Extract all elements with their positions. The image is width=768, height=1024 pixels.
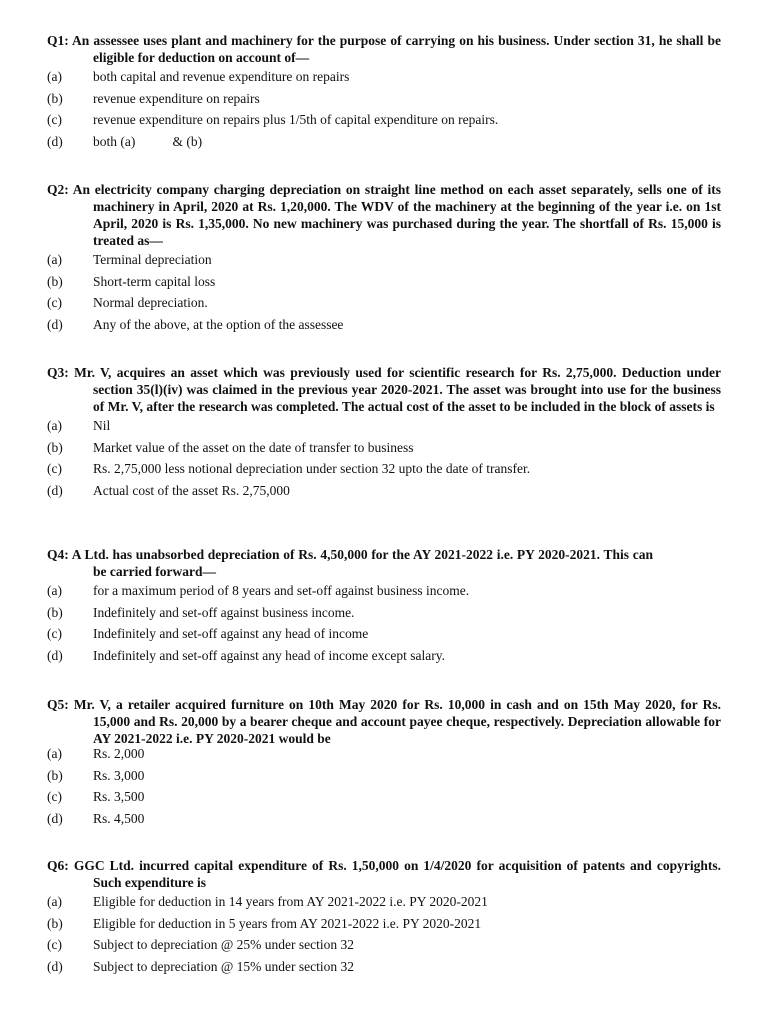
option-label: (c) [47, 295, 62, 310]
option-a [47, 66, 721, 88]
option-text: both capital and revenue expenditure on repairs [93, 69, 350, 84]
option-text: both (a) & (b) [93, 133, 203, 149]
option-text: Terminal depreciation [93, 252, 212, 267]
question-3 [47, 364, 721, 501]
option-label: (a) [47, 69, 62, 84]
option-text: Rs. 3,500 [93, 789, 145, 804]
question-stem: Q5: Mr. V, a retailer acquired furniture on 10th May 2020 for Rs. 10,000 in cash and on 15th May 2020, for Rs. 15,000 and Rs. 20,000 by a bearer cheque and account payee cheque, respectively. Depreciation allowable for AY 2021-2022 i.e. PY 2020-2021 would be [47, 697, 721, 746]
option-a [47, 580, 721, 602]
option-text: Nil [93, 418, 111, 433]
option-d [47, 808, 721, 830]
option-label: (b) [47, 767, 63, 783]
option-label: (d) [47, 133, 63, 149]
option-text: Rs. 2,000 [93, 746, 145, 761]
option-a [47, 249, 721, 271]
option-text: Market value of the asset on the date of transfer to business [93, 439, 414, 455]
option-text: Rs. 4,500 [93, 810, 145, 826]
option-text: Rs. 2,75,000 less notional depreciation under section 32 upto the date of transfer. [93, 461, 531, 476]
option-label: (b) [47, 915, 63, 931]
option-text: Actual cost of the asset Rs. 2,75,000 [93, 482, 290, 498]
option-a [47, 415, 721, 437]
option-a [47, 891, 721, 913]
option-label: (c) [47, 937, 62, 952]
option-label: (c) [47, 461, 62, 476]
option-text: Indefinitely and set-off against any head of income [93, 626, 369, 641]
option-label: (d) [47, 316, 63, 332]
option-b [47, 602, 721, 624]
option-text: revenue expenditure on repairs [93, 90, 260, 106]
option-label: (a) [47, 746, 62, 761]
question-stem: Q1: An assessee uses plant and machinery for the purpose of carrying on his business. Under section 31, he shall be eligible for deduction on account of— [47, 33, 721, 65]
question-stem: Q3: Mr. V, acquires an asset which was previously used for scientific research for Rs. 2,75,000. Deduction under section 35(l)(iv) was claimed in the previous year 2020-2021. The asset was brought into use for the business of Mr. V, after the research was completed. The actual cost of the asset to be included in the block of assets is [47, 365, 721, 414]
option-text: Subject to depreciation @ 25% under section 32 [93, 937, 354, 952]
option-c [47, 458, 721, 480]
option-b [47, 271, 721, 293]
option-b [47, 88, 721, 110]
question-6 [47, 857, 721, 977]
question-1 [47, 32, 721, 152]
question-stem: Q2: An electricity company charging depreciation on straight line method on each asset separately, sells one of its machinery in April, 2020 at Rs. 1,20,000. The WDV of the machinery at the beginning of the year i.e. on 1st April, 2020 is Rs. 1,35,000. No new machinery was purchased during the year. The shortfall of Rs. 15,000 is treated as— [47, 182, 721, 248]
option-label: (a) [47, 252, 62, 267]
option-c [47, 292, 721, 314]
option-label: (c) [47, 789, 62, 804]
question-2 [47, 181, 721, 335]
option-c [47, 623, 721, 645]
question-5 [47, 696, 721, 829]
option-d [47, 131, 721, 153]
option-label: (b) [47, 439, 63, 455]
option-text: Eligible for deduction in 5 years from AY 2021-2022 i.e. PY 2020-2021 [93, 915, 482, 931]
option-text: Indefinitely and set-off against any head of income except salary. [93, 647, 445, 663]
option-text: Rs. 3,000 [93, 767, 145, 783]
option-text: revenue expenditure on repairs plus 1/5th of capital expenditure on repairs. [93, 112, 499, 127]
question-4 [47, 546, 721, 666]
option-b [47, 437, 721, 459]
question-stem: Q6: GGC Ltd. incurred capital expenditure of Rs. 1,50,000 on 1/4/2020 for acquisition of patents and copyrights. Such expenditure is [47, 858, 721, 890]
option-label: (c) [47, 626, 62, 641]
option-d [47, 645, 721, 667]
option-text: Normal depreciation. [93, 295, 208, 310]
option-label: (c) [47, 112, 62, 127]
option-c [47, 934, 721, 956]
option-b [47, 913, 721, 935]
option-d [47, 314, 721, 336]
option-label: (d) [47, 482, 63, 498]
option-label: (d) [47, 810, 63, 826]
option-label: (b) [47, 273, 63, 289]
option-text: Eligible for deduction in 14 years from AY 2021-2022 i.e. PY 2020-2021 [93, 894, 488, 909]
question-stem: Q4: A Ltd. has unabsorbed depreciation of Rs. 4,50,000 for the AY 2021-2022 i.e. PY 2020-2021. This can be carried forward— [47, 547, 653, 579]
option-d [47, 956, 721, 978]
option-label: (a) [47, 583, 62, 598]
option-text: Any of the above, at the option of the assessee [93, 316, 344, 332]
option-label: (d) [47, 958, 63, 974]
option-label: (d) [47, 647, 63, 663]
option-text: Short-term capital loss [93, 273, 216, 289]
option-c [47, 109, 721, 131]
option-label: (a) [47, 418, 62, 433]
option-c [47, 786, 721, 808]
option-text: for a maximum period of 8 years and set-off against business income. [93, 583, 470, 598]
option-label: (b) [47, 90, 63, 106]
option-d [47, 480, 721, 502]
option-a [47, 743, 721, 765]
option-b [47, 765, 721, 787]
option-text: Indefinitely and set-off against business income. [93, 604, 355, 620]
option-label: (a) [47, 894, 62, 909]
option-label: (b) [47, 604, 63, 620]
option-text: Subject to depreciation @ 15% under section 32 [93, 958, 354, 974]
